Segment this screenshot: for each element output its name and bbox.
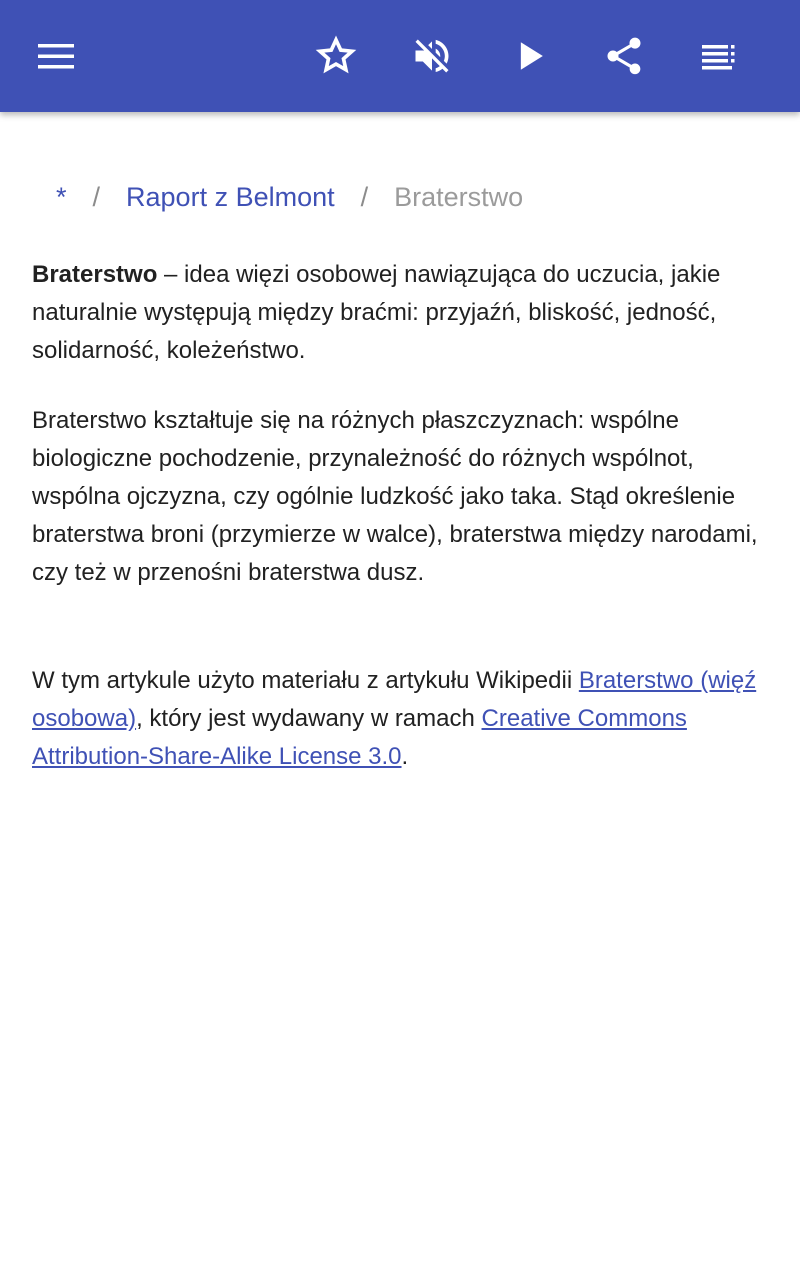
attribution-paragraph (32, 662, 762, 776)
mute-button[interactable] (404, 28, 460, 84)
article-paragraph-1 (32, 256, 762, 370)
star-outline-icon (314, 34, 358, 78)
article-paragraph-2: Braterstwo kształtuje się na różnych płaszczyznach: wspólne biologiczne pochodzenie, przynależność do różnych wspólnot, wspólna ojczyzna, czy ogólnie ludzkość jako taka. Stąd określenie braterstwa broni (przymierze w walce), braterstwa między narodami, czy też w przenośni braterstwa dusz. (32, 407, 758, 586)
menu-button[interactable] (28, 28, 84, 84)
breadcrumb-separator: / (92, 182, 101, 212)
article-definition: – idea więzi osobowej nawiązująca do uczucia, jakie naturalnie występują między braćmi: przyjaźń, bliskość, jedność, solidarność, koleżeństwo. (32, 261, 721, 364)
attribution-middle: , który jest wydawany w ramach (136, 705, 482, 732)
breadcrumb-current: Braterstwo (394, 182, 524, 212)
menu-icon (36, 41, 76, 71)
play-button[interactable] (502, 28, 558, 84)
share-icon (602, 34, 646, 78)
breadcrumb (56, 182, 523, 213)
playlist-button[interactable] (692, 28, 748, 84)
volume-off-icon (410, 34, 454, 78)
article-term: Braterstwo (32, 261, 158, 288)
attribution-prefix: W tym artykule użyto materiału z artykułu Wikipedii (32, 667, 579, 694)
play-icon (508, 34, 552, 78)
breadcrumb-parent[interactable]: Raport z Belmont (126, 182, 335, 212)
attribution-suffix: . (401, 743, 409, 770)
app-toolbar (0, 0, 800, 112)
breadcrumb-separator: / (360, 182, 369, 212)
share-button[interactable] (596, 28, 652, 84)
wikipedia-article-link[interactable]: Braterstwo (więź osobowa) (32, 667, 757, 732)
breadcrumb-root[interactable]: * (56, 182, 67, 212)
favorite-button[interactable] (308, 28, 364, 84)
license-link[interactable]: Creative Commons Attribution-Share-Alike License 3.0 (32, 705, 687, 770)
playlist-icon (698, 34, 742, 78)
